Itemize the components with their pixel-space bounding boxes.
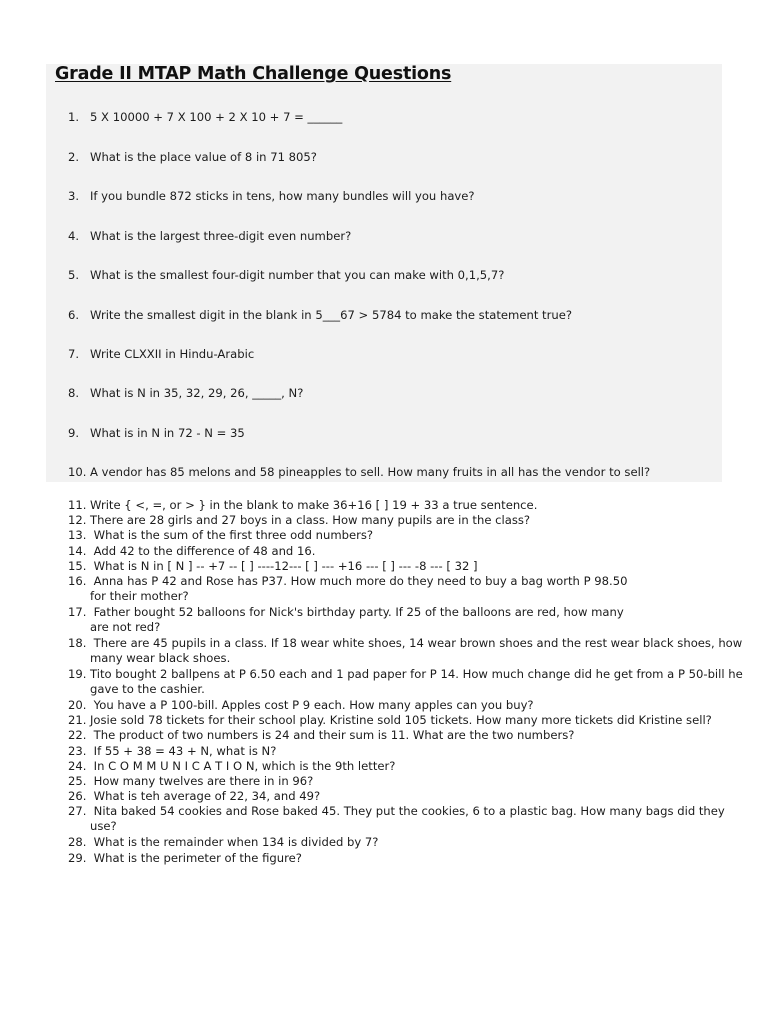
question-item <box>68 150 317 164</box>
question-number: 1. <box>68 110 80 124</box>
question-number: 16. <box>68 574 87 588</box>
question-item <box>68 498 537 513</box>
question-item <box>68 851 302 866</box>
question-item <box>68 189 475 203</box>
question-item <box>68 528 373 543</box>
question-text: The product of two numbers is 24 and their sum is 11. What are the two numbers? <box>90 728 575 743</box>
question-number: 22. <box>68 728 87 743</box>
question-text: Anna has P 42 and Rose has P37. How much more do they need to buy a bag worth P 98.50 <box>90 574 628 588</box>
question-text: A vendor has 85 melons and 58 pineapples to sell. How many fruits in all has the vendor to sell? <box>90 465 651 479</box>
question-number: 5. <box>68 268 80 282</box>
question-item <box>68 804 725 834</box>
question-text: What is the largest three-digit even number? <box>90 229 352 243</box>
question-text-continued: many wear black shoes. <box>90 651 231 665</box>
question-text: What is in N in 72 - N = 35 <box>90 426 245 440</box>
question-number: 4. <box>68 229 80 243</box>
question-number: 27. <box>68 804 87 819</box>
question-text: Write CLXXII in Hindu-Arabic <box>90 347 255 361</box>
question-text: You have a P 100-bill. Apples cost P 9 each. How many apples can you buy? <box>90 698 534 712</box>
question-text-continued: gave to the cashier. <box>90 682 205 696</box>
question-text-continued: for their mother? <box>90 589 189 603</box>
question-item <box>68 667 743 697</box>
question-item <box>68 465 650 479</box>
question-number: 25. <box>68 774 87 788</box>
question-number: 10. <box>68 465 87 479</box>
question-number: 26. <box>68 789 87 804</box>
question-text: Tito bought 2 ballpens at P 6.50 each and 1 pad paper for P 14. How much change did he get from a P 50-bill he <box>90 667 743 681</box>
question-item <box>68 744 276 759</box>
question-text: How many twelves are there in in 96? <box>90 774 314 788</box>
question-item <box>68 426 245 440</box>
question-text: Josie sold 78 tickets for their school play. Kristine sold 105 tickets. How many more tickets did Kristine sell? <box>90 713 712 728</box>
question-number: 28. <box>68 835 87 850</box>
question-text: Write { <, =, or > } in the blank to make 36+16 [ ] 19 + 33 a true sentence. <box>90 498 538 512</box>
question-text: What is the smallest four-digit number that you can make with 0,1,5,7? <box>90 268 505 282</box>
question-item <box>68 774 313 789</box>
question-item <box>68 559 478 574</box>
question-number: 9. <box>68 426 80 440</box>
question-item <box>68 544 315 559</box>
question-item <box>68 713 712 728</box>
question-text-continued: use? <box>90 819 117 834</box>
question-text: If 55 + 38 = 43 + N, what is N? <box>90 743 277 758</box>
question-number: 24. <box>68 758 87 773</box>
question-text: There are 45 pupils in a class. If 18 wear white shoes, 14 wear brown shoes and the rest wear black shoes, how <box>90 636 743 650</box>
question-text: What is the remainder when 134 is divided by 7? <box>90 835 379 850</box>
question-number: 29. <box>68 850 87 865</box>
question-text: If you bundle 872 sticks in tens, how many bundles will you have? <box>90 189 475 203</box>
question-number: 3. <box>68 189 80 203</box>
question-item <box>68 229 351 243</box>
question-item <box>68 308 572 322</box>
question-number: 12. <box>68 513 87 528</box>
question-number: 21. <box>68 713 87 728</box>
question-text: What is teh average of 22, 34, and 49? <box>90 789 321 804</box>
question-item <box>68 789 320 804</box>
question-number: 17. <box>68 605 87 619</box>
question-text: Write the smallest digit in the blank in 5___67 > 5784 to make the statement true? <box>90 308 573 322</box>
question-text: What is the place value of 8 in 71 805? <box>90 150 317 164</box>
question-text: 5 X 10000 + 7 X 100 + 2 X 10 + 7 = ______ <box>90 110 343 124</box>
question-item <box>68 605 624 635</box>
question-item <box>68 574 627 604</box>
question-number: 18. <box>68 636 87 650</box>
question-item <box>68 513 530 528</box>
page-title: Grade II MTAP Math Challenge Questions <box>55 64 452 84</box>
question-number: 13. <box>68 528 87 543</box>
question-text: What is N in [ N ] -- +7 -- [ ] ----12--- [ ] --- +16 --- [ ] --- -8 --- [ 32 ] <box>90 558 478 573</box>
question-text: What is N in 35, 32, 29, 26, _____, N? <box>90 386 304 400</box>
question-item <box>68 347 254 361</box>
question-number: 20. <box>68 698 87 712</box>
question-item <box>68 759 395 774</box>
question-item <box>68 636 742 666</box>
question-item <box>68 386 303 400</box>
question-number: 15. <box>68 558 87 573</box>
question-text: There are 28 girls and 27 boys in a class. How many pupils are in the class? <box>90 513 531 528</box>
question-number: 7. <box>68 347 80 361</box>
question-text: What is the sum of the first three odd numbers? <box>90 528 374 543</box>
question-item <box>68 728 574 743</box>
question-item <box>68 835 378 850</box>
question-text: In C O M M U N I C A T I O N, which is the 9th letter? <box>90 758 396 773</box>
question-text: Add 42 to the difference of 48 and 16. <box>90 543 316 558</box>
question-number: 23. <box>68 743 87 758</box>
question-number: 11. <box>68 498 87 512</box>
question-item <box>68 268 504 282</box>
question-number: 14. <box>68 543 87 558</box>
question-number: 8. <box>68 386 80 400</box>
question-text-continued: are not red? <box>90 620 161 634</box>
question-number: 2. <box>68 150 80 164</box>
question-text: Father bought 52 balloons for Nick's birthday party. If 25 of the balloons are red, how many <box>90 605 624 619</box>
question-item <box>68 110 342 124</box>
question-text: What is the perimeter of the figure? <box>90 850 302 865</box>
question-text: Nita baked 54 cookies and Rose baked 45. They put the cookies, 6 to a plastic bag. How many bags did they <box>90 804 725 819</box>
question-number: 6. <box>68 308 80 322</box>
question-number: 19. <box>68 667 87 681</box>
question-item <box>68 698 534 713</box>
